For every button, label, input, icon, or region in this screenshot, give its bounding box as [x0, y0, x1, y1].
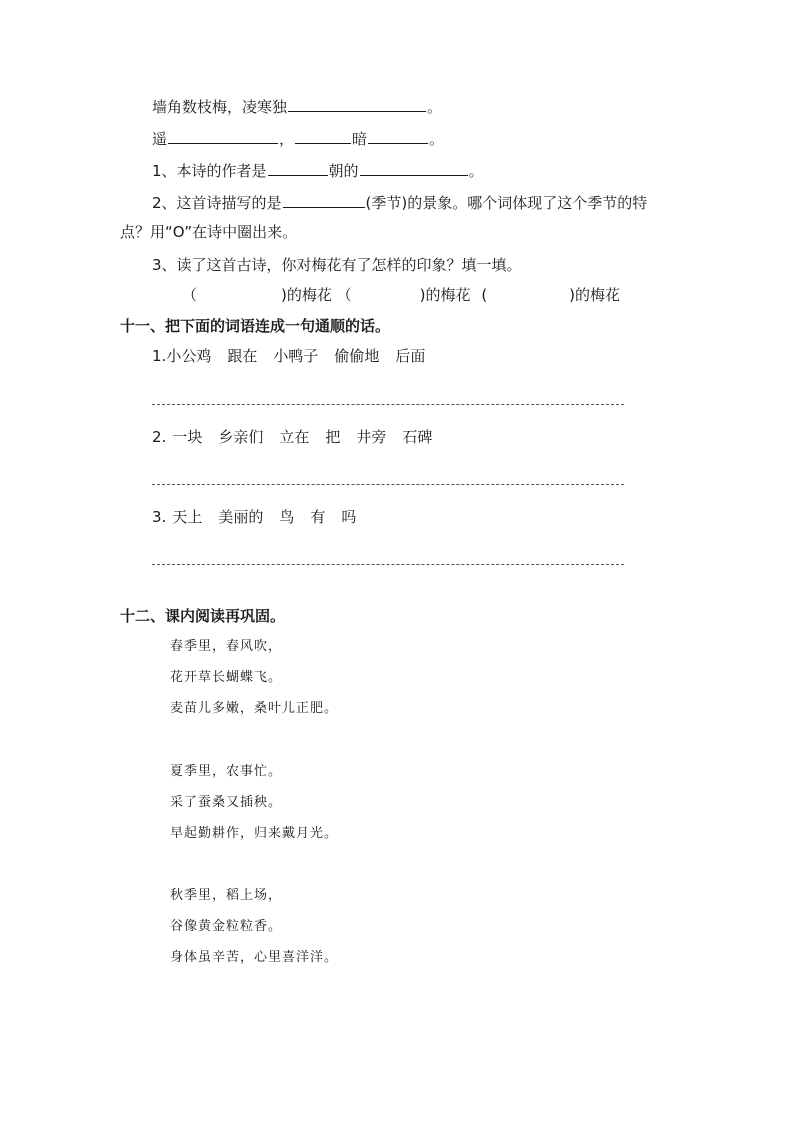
word: 吗 — [341, 508, 357, 526]
word: 鸟 — [279, 508, 295, 526]
poem-line: 夏季里，农事忙。 — [170, 764, 283, 779]
question-2-cont — [120, 222, 297, 242]
question-text: 1、本诗的作者是 — [152, 162, 267, 180]
answer-line[interactable] — [152, 404, 624, 405]
question-text: 点？用“O”在诗中圈出来。 — [120, 223, 298, 241]
answer-blank[interactable] — [295, 128, 351, 144]
punct: ， — [279, 130, 295, 148]
paren-label: )的梅花 — [281, 286, 332, 304]
paren-open: ( — [481, 286, 488, 304]
answer-blank[interactable] — [168, 128, 278, 144]
poem-fill-text: 遥 — [152, 130, 168, 148]
poem-line: 春季里，春风吹， — [170, 639, 283, 654]
word: 天上 — [172, 508, 203, 526]
poem-fill-text: 墙角数枝梅，凌寒独 — [152, 98, 288, 116]
word: 一块 — [172, 428, 203, 446]
word: 美丽的 — [218, 508, 264, 526]
sentence-item-2 — [152, 427, 432, 447]
item-number: 2. — [152, 428, 167, 446]
item-number: 3. — [152, 508, 167, 526]
item-number: 1. — [152, 347, 167, 365]
word: 把 — [325, 428, 341, 446]
answer-blank[interactable] — [268, 160, 328, 176]
question-2 — [152, 192, 647, 213]
word: 偷偷地 — [334, 347, 380, 365]
poem-line: 秋季里，稻上场， — [170, 888, 283, 903]
poem-line: 身体虽辛苦，心里喜洋洋。 — [170, 950, 339, 965]
question-1 — [152, 160, 484, 181]
question-text: 2、这首诗描写的是 — [152, 194, 282, 212]
punct: 。 — [429, 130, 445, 148]
poem-line: 谷像黄金粒粒香。 — [170, 919, 283, 934]
answer-line[interactable] — [152, 564, 624, 565]
question-text: (季节)的景象。哪个词体现了这个季节的特 — [365, 194, 648, 212]
poem-line: 早起勤耕作，归来戴月光。 — [170, 826, 339, 841]
section-12-title: 十二、课内阅读再巩固。 — [120, 607, 286, 625]
paren-label: )的梅花 — [419, 286, 471, 304]
word: 小公鸡 — [166, 347, 212, 365]
question-3-blanks — [182, 285, 620, 305]
poem-fill-text: 暗 — [352, 130, 368, 148]
word: 跟在 — [227, 347, 258, 365]
answer-blank[interactable] — [368, 128, 428, 144]
word: 立在 — [279, 428, 310, 446]
question-text: 3、读了这首古诗，你对梅花有了怎样的印象？填一填。 — [152, 256, 522, 274]
poem-fill-line-1 — [152, 96, 442, 117]
answer-blank[interactable] — [288, 96, 426, 112]
punct: 。 — [427, 98, 443, 116]
word: 乡亲们 — [218, 428, 264, 446]
word: 后面 — [395, 347, 426, 365]
question-3 — [152, 255, 522, 275]
paren-open: （ — [336, 286, 352, 304]
poem-line: 采了蚕桑又插秧。 — [170, 795, 283, 810]
answer-blank[interactable] — [360, 160, 468, 176]
poem-line: 麦苗儿多嫩，桑叶儿正肥。 — [170, 701, 339, 716]
paren-open: （ — [182, 286, 198, 304]
sentence-item-3 — [152, 507, 356, 527]
sentence-item-1 — [152, 346, 425, 366]
paren-label: )的梅花 — [569, 286, 621, 304]
answer-line[interactable] — [152, 484, 624, 485]
answer-blank[interactable] — [283, 192, 365, 208]
word: 井旁 — [356, 428, 387, 446]
section-11-title: 十一、把下面的词语连成一句通顺的话。 — [120, 317, 391, 335]
poem-line: 花开草长蝴蝶飞。 — [170, 670, 283, 685]
word: 石碑 — [402, 428, 433, 446]
word: 有 — [310, 508, 326, 526]
punct: 。 — [468, 162, 484, 180]
word: 小鸭子 — [273, 347, 319, 365]
question-text: 朝的 — [328, 162, 359, 180]
poem-fill-line-2 — [152, 128, 444, 149]
